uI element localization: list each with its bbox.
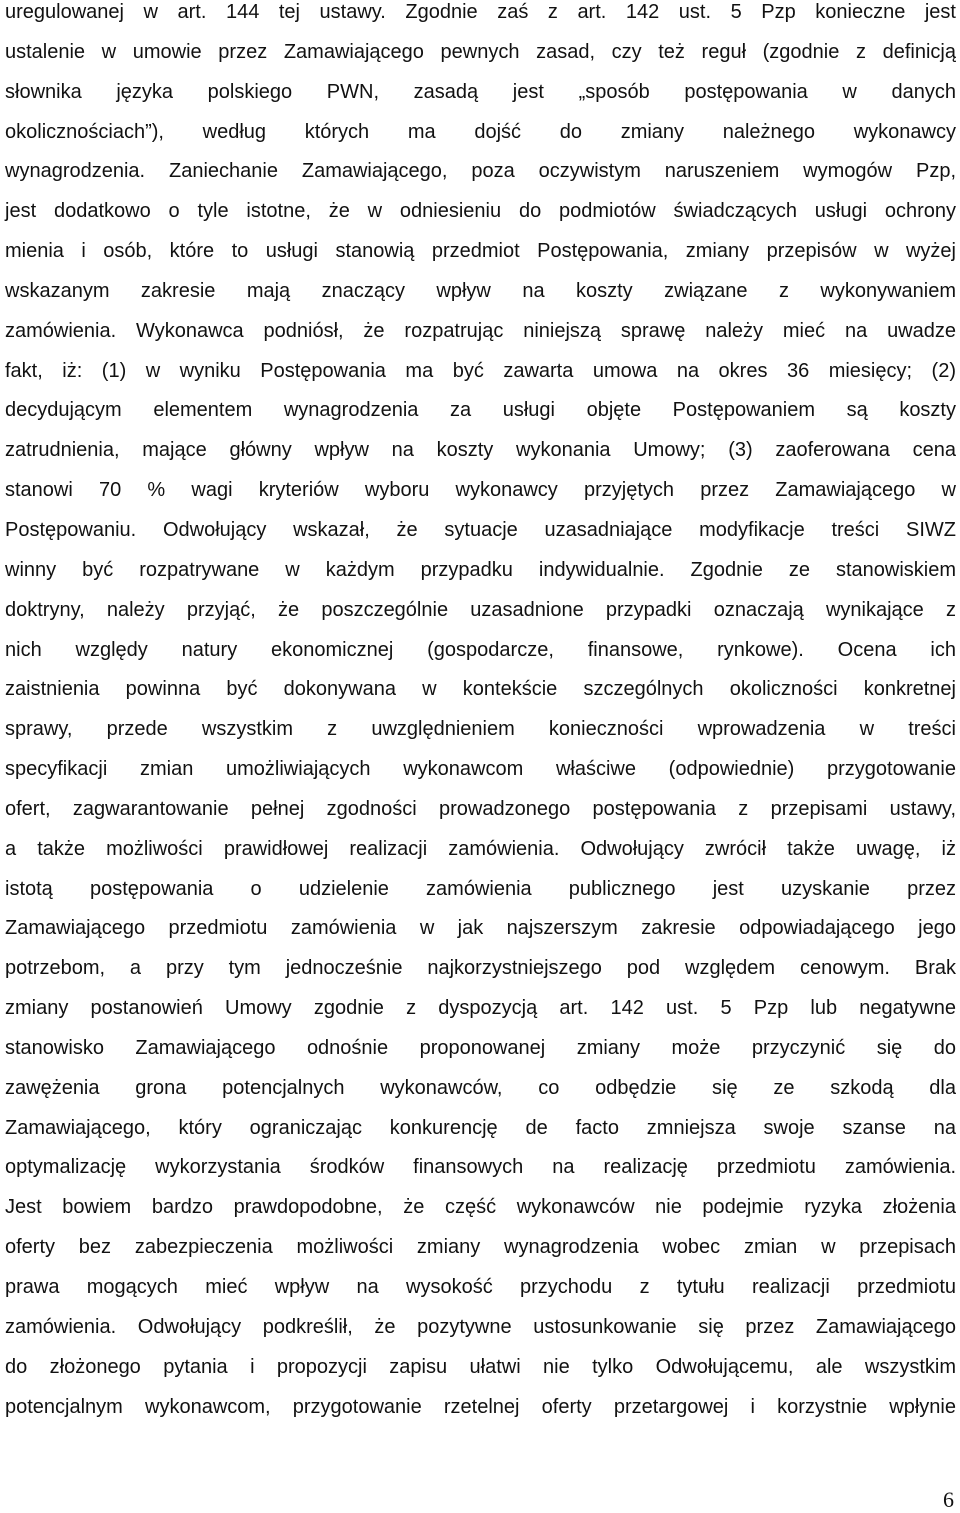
text-line: Zamawiającego, który ograniczając konkurencję de facto zmniejsza swoje szanse na [5, 1116, 956, 1139]
text-line: ofert, zagwarantowanie pełnej zgodności prowadzonego postępowania z przepisami ustawy, [5, 797, 956, 820]
text-line: prawa mogących mieć wpływ na wysokość przychodu z tytułu realizacji przedmiotu [5, 1276, 956, 1298]
text-line: zamówienia. Wykonawca podniósł, że rozpatrując niniejszą sprawę należy mieć na uwadze [5, 319, 956, 342]
text-line: Jest bowiem bardzo prawdopodobne, że część wykonawców nie podejmie ryzyka złożenia [5, 1196, 956, 1219]
body-paragraph [5, 0, 956, 1427]
text-line: specyfikacji zmian umożliwiających wykonawcom właściwe (odpowiednie) przygotowanie [5, 758, 956, 781]
text-line: jest dodatkowo o tyle istotne, że w odniesieniu do podmiotów świadczących usługi ochrony [5, 200, 956, 223]
text-line: zaistnienia powinna być dokonywana w kontekście szczególnych okoliczności konkretnej [5, 678, 956, 701]
text-line: doktryny, należy przyjąć, że poszczególnie uzasadnione przypadki oznaczają wynikające z [5, 598, 956, 621]
text-line: decydującym elementem wynagrodzenia za usługi objęte Postępowaniem są koszty [5, 399, 956, 422]
text-line: ustalenie w umowie przez Zamawiającego pewnych zasad, czy też reguł (zgodnie z definicją [5, 40, 956, 63]
text-line: potencjalnym wykonawcom, przygotowanie rzetelnej oferty przetargowej i korzystnie wpłynie [5, 1395, 956, 1418]
text-line: sprawy, przede wszystkim z uwzględnieniem konieczności wprowadzenia w treści [5, 718, 956, 741]
text-line: optymalizację wykorzystania środków finansowych na realizację przedmiotu zamówienia. [5, 1156, 956, 1179]
text-line: do złożonego pytania i propozycji zapisu ułatwi nie tylko Odwołującemu, ale wszystkim [5, 1355, 956, 1378]
text-line: wynagrodzenia. Zaniechanie Zamawiającego, poza oczywistym naruszeniem wymogów Pzp, [5, 160, 956, 183]
text-line: mienia i osób, które to usługi stanowią przedmiot Postępowania, zmiany przepisów w wyżej [5, 240, 956, 263]
page-number: 6 [943, 1487, 954, 1512]
text-line: uregulowanej w art. 144 tej ustawy. Zgodnie zaś z art. 142 ust. 5 Pzp konieczne jest [5, 1, 956, 23]
text-line: fakt, iż: (1) w wyniku Postępowania ma być zawarta umowa na okres 36 miesięcy; (2) [5, 359, 956, 382]
text-line: zamówienia. Odwołujący podkreślił, że pozytywne ustosunkowanie się przez Zamawiającego [5, 1315, 956, 1338]
text-line: okolicznościach”), według których ma dojść do zmiany należnego wykonawcy [5, 120, 956, 143]
text-line: zatrudnienia, mające główny wpływ na koszty wykonania Umowy; (3) zaoferowana cena [5, 439, 956, 462]
text-line: słownika języka polskiego PWN, zasadą jest „sposób postępowania w danych [5, 80, 956, 103]
text-line: zmiany postanowień Umowy zgodnie z dyspozycją art. 142 ust. 5 Pzp lub negatywne [5, 997, 956, 1020]
text-line: potrzebom, a przy tym jednocześnie najkorzystniejszego pod względem cenowym. Brak [5, 957, 956, 980]
text-line: winny być rozpatrywane w każdym przypadku indywidualnie. Zgodnie ze stanowiskiem [5, 558, 956, 581]
text-line: stanowisko Zamawiającego odnośnie proponowanej zmiany może przyczynić się do [5, 1036, 956, 1059]
text-line: zawężenia grona potencjalnych wykonawców, co odbędzie się ze szkodą dla [5, 1076, 956, 1099]
text-line: istotą postępowania o udzielenie zamówienia publicznego jest uzyskanie przez [5, 877, 956, 900]
text-line: a także możliwości prawidłowej realizacji zamówienia. Odwołujący zwrócił także uwagę, iż [5, 837, 956, 860]
text-line: nich względy natury ekonomicznej (gospodarcze, finansowe, rynkowe). Ocena ich [5, 638, 956, 661]
text-line: stanowi 70 % wagi kryteriów wyboru wykonawcy przyjętych przez Zamawiającego w [5, 479, 956, 502]
text-line: Postępowaniu. Odwołujący wskazał, że sytuacje uzasadniające modyfikacje treści SIWZ [5, 518, 956, 541]
text-line: oferty bez zabezpieczenia możliwości zmiany wynagrodzenia wobec zmian w przepisach [5, 1236, 956, 1259]
text-line: wskazanym zakresie mają znaczący wpływ na koszty związane z wykonywaniem [5, 279, 956, 302]
text-line: Zamawiającego przedmiotu zamówienia w jak najszerszym zakresie odpowiadającego jego [5, 917, 956, 940]
